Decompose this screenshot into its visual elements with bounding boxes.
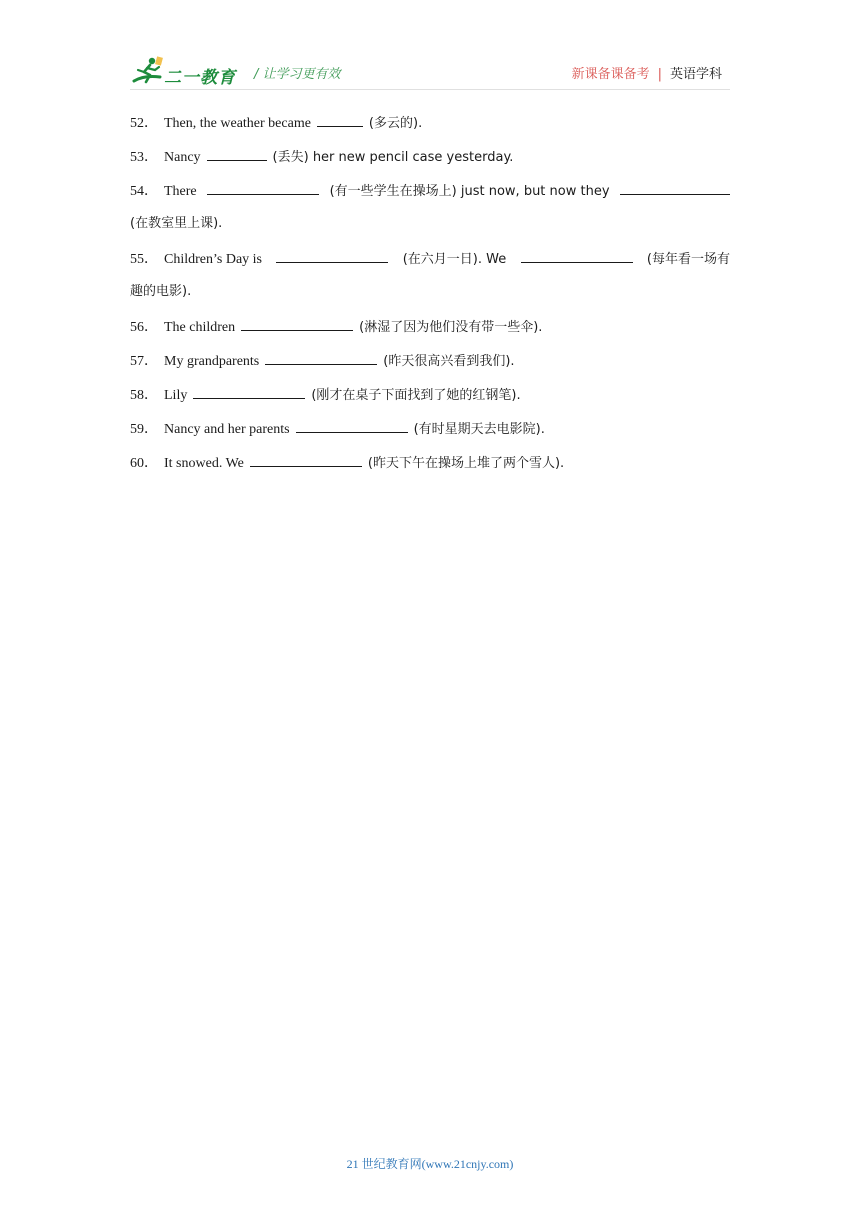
question-52 bbox=[130, 112, 730, 146]
slogan: / 让学习更有效 bbox=[254, 67, 341, 82]
header-subject bbox=[572, 63, 722, 82]
answer-blank[interactable] bbox=[276, 248, 388, 263]
question-55-cont bbox=[130, 282, 730, 316]
question-text: The children bbox=[164, 320, 236, 335]
question-hint: (昨天很高兴看到我们). bbox=[383, 354, 515, 369]
page-header bbox=[130, 55, 730, 89]
answer-blank[interactable] bbox=[207, 146, 267, 161]
question-hint: (淋湿了因为他们没有带一些伞). bbox=[359, 320, 543, 335]
header-tagline: 新课备课备考 bbox=[571, 67, 650, 82]
question-list bbox=[130, 112, 730, 486]
question-58 bbox=[130, 384, 730, 418]
question-text: Lily bbox=[164, 388, 188, 403]
question-number: 52． bbox=[130, 116, 158, 131]
question-hint: (在六月一日). We bbox=[402, 252, 507, 267]
answer-blank[interactable] bbox=[620, 180, 730, 195]
question-text: There bbox=[164, 184, 197, 199]
question-number: 57． bbox=[130, 354, 158, 369]
question-56 bbox=[130, 316, 730, 350]
question-hint: (有时星期天去电影院). bbox=[413, 422, 545, 437]
logo bbox=[130, 55, 240, 89]
question-text: It snowed. We bbox=[164, 456, 244, 471]
question-hint: (在教室里上课). bbox=[130, 216, 223, 231]
question-number: 54． bbox=[130, 184, 158, 199]
question-number: 53． bbox=[130, 150, 158, 165]
question-hint: (丢失) her new pencil case yesterday. bbox=[272, 150, 514, 165]
header-divider bbox=[130, 89, 730, 90]
question-text: Then, the weather became bbox=[164, 116, 311, 131]
question-number: 55． bbox=[130, 252, 158, 267]
answer-blank[interactable] bbox=[241, 316, 353, 331]
question-hint: (多云的). bbox=[368, 116, 423, 131]
question-54 bbox=[130, 180, 730, 214]
question-text: Nancy bbox=[164, 150, 201, 165]
question-55 bbox=[130, 248, 730, 282]
question-number: 60． bbox=[130, 456, 158, 471]
question-53 bbox=[130, 146, 730, 180]
answer-blank[interactable] bbox=[521, 248, 633, 263]
answer-blank[interactable] bbox=[193, 384, 305, 399]
question-hint: 趣的电影). bbox=[130, 284, 192, 299]
question-54-cont bbox=[130, 214, 730, 248]
answer-blank[interactable] bbox=[250, 452, 362, 467]
header-separator: | bbox=[657, 67, 662, 82]
answer-blank[interactable] bbox=[296, 418, 408, 433]
running-man-icon bbox=[130, 55, 164, 89]
answer-blank[interactable] bbox=[317, 112, 363, 127]
question-hint: (昨天下午在操场上堆了两个雪人). bbox=[367, 456, 565, 471]
question-hint: (有一些学生在操场上) just now, but now they bbox=[329, 184, 610, 199]
logo-text: 二一教育 bbox=[164, 68, 236, 88]
question-text: Nancy and her parents bbox=[164, 422, 290, 437]
question-text: Children’s Day is bbox=[164, 252, 262, 267]
answer-blank[interactable] bbox=[207, 180, 319, 195]
question-number: 56． bbox=[130, 320, 158, 335]
question-hint: (每年看一场有 bbox=[646, 252, 730, 267]
question-hint: (刚才在桌子下面找到了她的红钢笔). bbox=[311, 388, 521, 403]
question-number: 59． bbox=[130, 422, 158, 437]
question-number: 58． bbox=[130, 388, 158, 403]
answer-blank[interactable] bbox=[265, 350, 377, 365]
question-60 bbox=[130, 452, 730, 486]
question-text: My grandparents bbox=[164, 354, 260, 369]
question-59 bbox=[130, 418, 730, 452]
header-subject-label: 英语学科 bbox=[669, 67, 722, 82]
question-57 bbox=[130, 350, 730, 384]
page-footer: 21 世纪教育网(www.21cnjy.com) bbox=[346, 1157, 514, 1171]
